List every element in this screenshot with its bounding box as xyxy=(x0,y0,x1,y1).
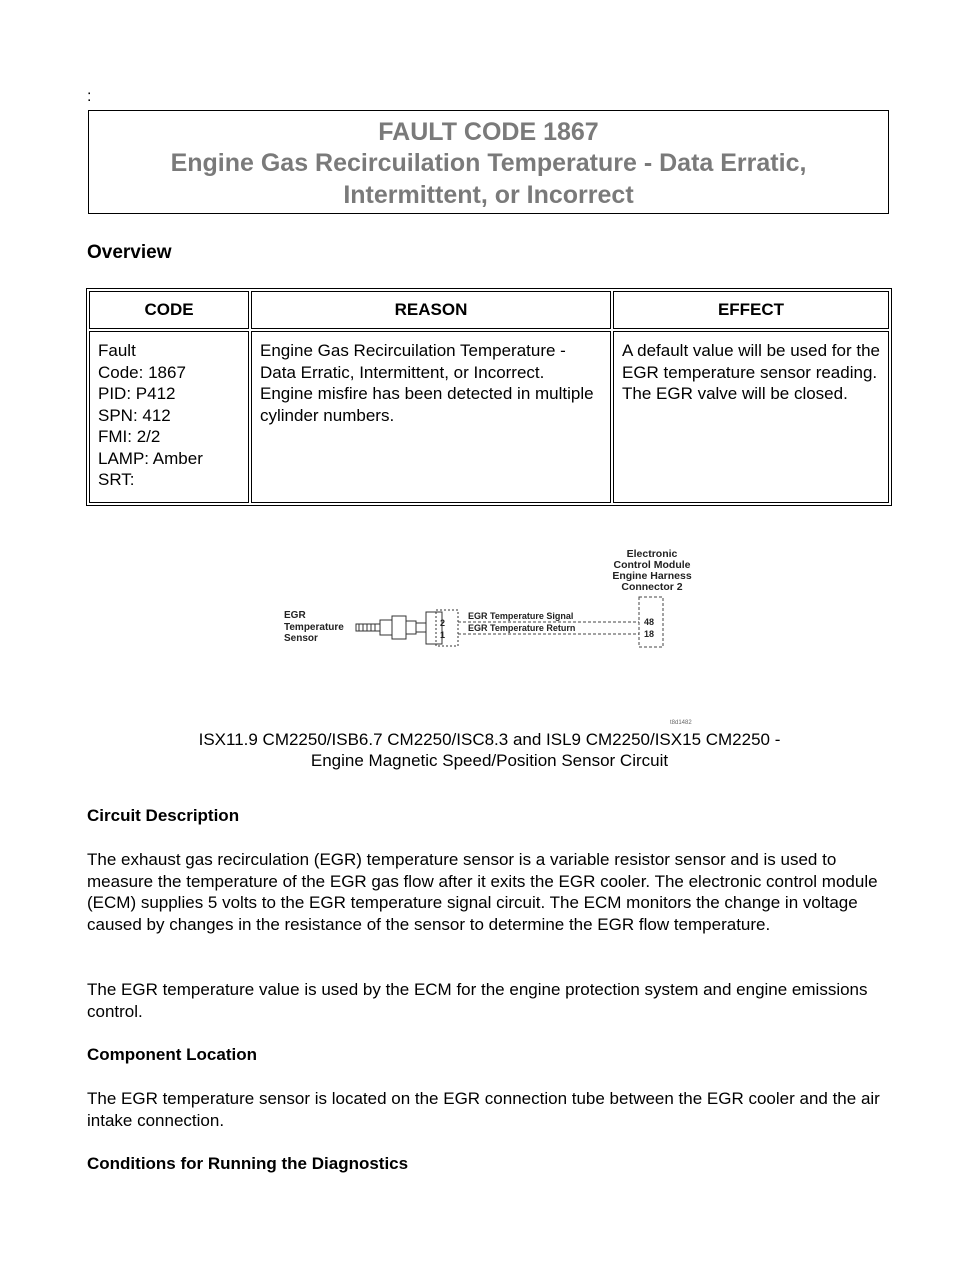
fault-title-line-2: Engine Gas Recircuilation Temperature - Data Erratic, xyxy=(170,149,807,177)
code-line-fmi: FMI: 2/2 xyxy=(98,427,161,446)
caption-line-2: Engine Magnetic Speed/Position Sensor Circuit xyxy=(310,751,669,770)
code-line-srt: SRT: xyxy=(98,470,135,489)
ecm-pin-18: 18 xyxy=(644,629,655,639)
title-box xyxy=(88,110,889,214)
egr-sensor-circuit-diagram xyxy=(270,540,720,730)
table-header-row xyxy=(89,291,889,329)
signal-wire-label: EGR Temperature Signal xyxy=(468,611,574,621)
caption-line-1: ISX11.9 CM2250/ISB6.7 CM2250/ISC8.3 and ISL9 CM2250/ISX15 CM2250 - xyxy=(198,730,781,749)
figure-caption xyxy=(0,729,979,771)
code-line-pid: PID: P412 xyxy=(98,384,176,403)
egr-sensor-icon xyxy=(356,616,426,639)
ecm-pin-48: 48 xyxy=(644,617,655,627)
harness-connector-box xyxy=(436,610,458,646)
sensor-label-line-3: Sensor xyxy=(284,633,318,644)
sensor-label-line-1: EGR xyxy=(284,610,306,621)
header-code: CODE xyxy=(89,291,249,329)
header-effect: EFFECT xyxy=(613,291,889,329)
reason-cell: Engine Gas Recircuilation Temperature - Data Erratic, Intermittent, or Incorrect. Engine misfire has been detected in multiple cylinder numbers. xyxy=(251,331,611,503)
fault-code-table xyxy=(86,288,892,506)
circuit-description-paragraph-1: The exhaust gas recirculation (EGR) temperature sensor is a variable resistor sensor and is used to measure the temperature of the EGR gas flow after it exits the EGR cooler. The electronic control module (ECM) supplies 5 volts to the EGR temperature signal circuit. The ECM monitors the change in voltage caused by changes in the resistance of the sensor to determine the EGR flow temperature. xyxy=(87,850,878,934)
code-line-spn: SPN: 412 xyxy=(98,405,171,425)
header-reason: REASON xyxy=(251,291,611,329)
component-location-paragraph: The EGR temperature sensor is located on the EGR connection tube between the EGR cooler and the air intake connection. xyxy=(87,1089,880,1130)
component-location-heading: Component Location xyxy=(87,1045,257,1064)
sensor-pin-1: 1 xyxy=(440,630,446,640)
conditions-heading: Conditions for Running the Diagnostics xyxy=(87,1154,409,1173)
code-line-lamp: LAMP: Amber xyxy=(98,448,203,468)
sensor-label-line-2: Temperature xyxy=(284,622,344,633)
circuit-description-heading: Circuit Description xyxy=(87,806,240,825)
leading-colon: : xyxy=(87,88,92,105)
return-wire-label: EGR Temperature Return xyxy=(468,623,576,633)
code-line-fault: Fault xyxy=(98,341,136,360)
figure-id: t8d1482 xyxy=(670,720,692,726)
ecm-label-line-3: Engine Harness xyxy=(612,570,692,582)
code-cell xyxy=(89,331,249,503)
table-row xyxy=(89,331,889,503)
overview-heading: Overview xyxy=(87,242,172,263)
ecm-label-line-4: Connector 2 xyxy=(621,581,683,593)
effect-cell: A default value will be used for the EGR temperature sensor reading. The EGR valve will be closed. xyxy=(613,331,889,503)
ecm-label-line-2: Control Module xyxy=(613,559,691,571)
ecm-label-line-1: Electronic xyxy=(626,548,678,560)
circuit-description-paragraph-2: The EGR temperature value is used by the ECM for the engine protection system and engine emissions control. xyxy=(87,980,868,1021)
fault-title-line-3: Intermittent, or Incorrect xyxy=(343,181,634,209)
code-line-code: Code: 1867 xyxy=(98,362,186,382)
fault-code-title: FAULT CODE 1867 xyxy=(378,118,599,146)
sensor-pin-2: 2 xyxy=(440,618,446,628)
